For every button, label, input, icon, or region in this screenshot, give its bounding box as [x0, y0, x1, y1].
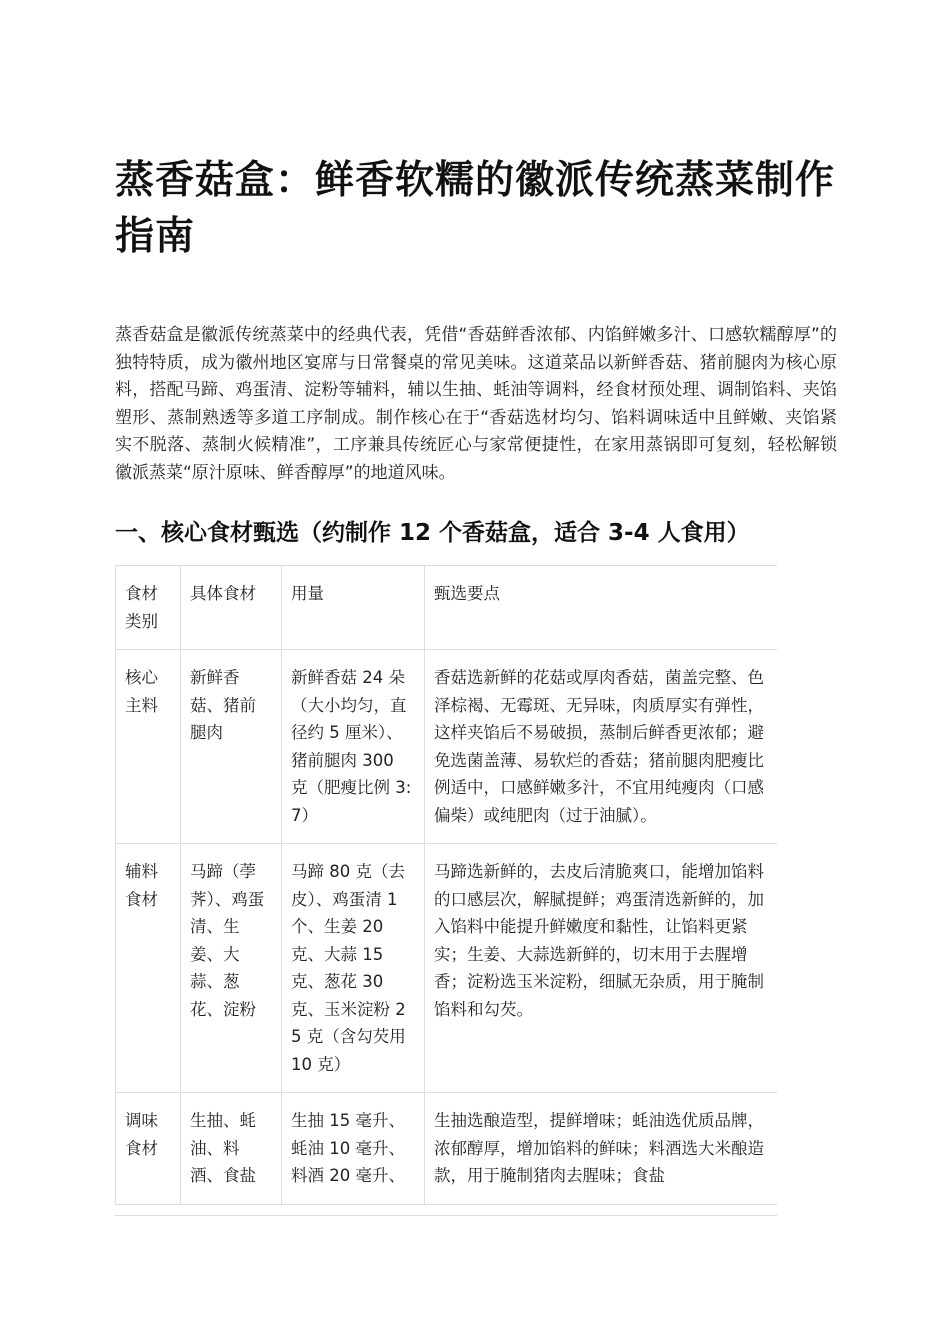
cell-amount: 生抽 15 毫升、蚝油 10 毫升、料酒 20 毫升、: [282, 1093, 425, 1205]
cell-amount: 新鲜香菇 24 朵（大小均匀，直径约 5 厘米）、猪前腿肉 300 克（肥瘦比例 3:7）: [282, 650, 425, 844]
header-cell-amount: 用量: [282, 566, 425, 650]
header-cell-items: 具体食材: [181, 566, 282, 650]
ingredients-table-container: [115, 565, 777, 1216]
ingredients-table: [115, 565, 777, 1205]
table-header-row: [116, 566, 778, 650]
table-row: [116, 844, 778, 1093]
cell-items: 新鲜香菇、猪前腿肉: [181, 650, 282, 844]
page-title: 蒸香菇盒：鲜香软糯的徽派传统蒸菜制作指南: [115, 158, 836, 259]
cell-amount: 马蹄 80 克（去皮）、鸡蛋清 1 个、生姜 20 克、大蒜 15 克、葱花 30 克、玉米淀粉 25 克（含勾芡用 10 克）: [282, 844, 425, 1093]
cell-category: 核心主料: [116, 650, 181, 844]
cell-tips: 生抽选酿造型，提鲜增味；蚝油选优质品牌，浓郁醇厚，增加馅料的鲜味；料酒选大米酿造款，用于腌制猪肉去腥味；食盐: [425, 1093, 778, 1205]
cell-items: 生抽、蚝油、料酒、食盐: [181, 1093, 282, 1205]
table-row: [116, 1093, 778, 1205]
cell-tips: 香菇选新鲜的花菇或厚肉香菇，菌盖完整、色泽棕褐、无霉斑、无异味，肉质厚实有弹性，这样夹馅后不易破损，蒸制后鲜香更浓郁；避免选菌盖薄、易软烂的香菇；猪前腿肉肥瘦比例适中，口感鲜嫩多汁，不宜用纯瘦肉（口感偏柴）或纯肥肉（过于油腻）。: [425, 650, 778, 844]
intro-paragraph: 蒸香菇盒是徽派传统蒸菜中的经典代表，凭借“香菇鲜香浓郁、内馅鲜嫩多汁、口感软糯醇厚”的独特特质，成为徽州地区宴席与日常餐桌的常见美味。这道菜品以新鲜香菇、猪前腿肉为核心原料，搭配马蹄、鸡蛋清、淀粉等辅料，辅以生抽、蚝油等调料，经食材预处理、调制馅料、夹馅塑形、蒸制熟透等多道工序制成。制作核心在于“香菇选材均匀、馅料调味适中且鲜嫩、夹馅紧实不脱落、蒸制火候精准”，工序兼具传统匠心与家常便捷性，在家用蒸锅即可复刻，轻松解锁徽派蒸菜“原汁原味、鲜香醇厚”的地道风味。: [115, 325, 837, 483]
header-cell-category: 食材类别: [116, 566, 181, 650]
table-row: [116, 650, 778, 844]
cell-category: 辅料食材: [116, 844, 181, 1093]
cell-tips: 马蹄选新鲜的，去皮后清脆爽口，能增加馅料的口感层次，解腻提鲜；鸡蛋清选新鲜的，加入馅料中能提升鲜嫩度和黏性，让馅料更紧实；生姜、大蒜选新鲜的，切末用于去腥增香；淀粉选玉米淀粉，细腻无杂质，用于腌制馅料和勾芡。: [425, 844, 778, 1093]
header-cell-tips: 甄选要点: [425, 566, 778, 650]
cell-category: 调味食材: [116, 1093, 181, 1205]
cell-items: 马蹄（荸荠）、鸡蛋清、生姜、大蒜、葱花、淀粉: [181, 844, 282, 1093]
section-heading-ingredients: 一、核心食材甄选（约制作 12 个香菇盒，适合 3-4 人食用）: [115, 520, 750, 546]
